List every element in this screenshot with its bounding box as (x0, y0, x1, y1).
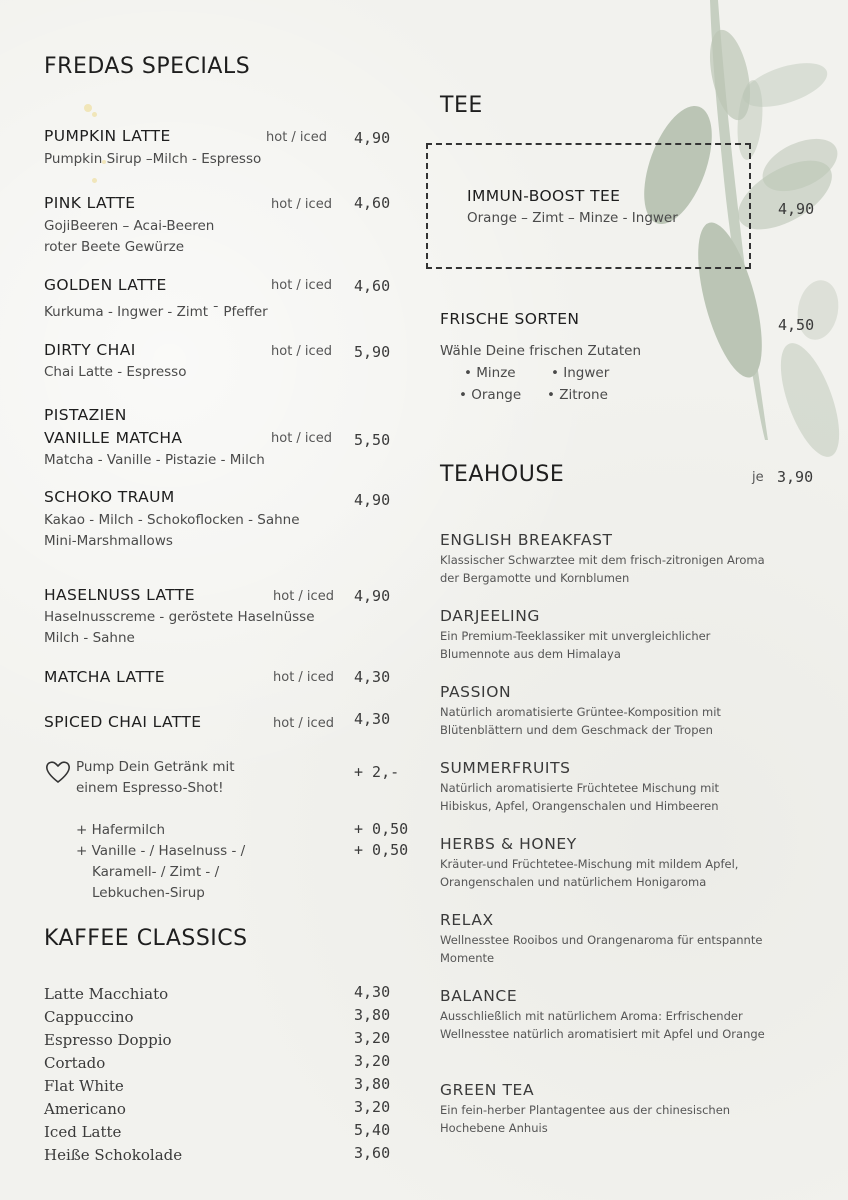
tea-title: SUMMERFRUITS (440, 759, 571, 777)
tea-desc: Klassischer Schwarztee mit dem frisch-zitronigen Aroma der Bergamotte und Kornblumen (440, 553, 765, 585)
classics-heading: KAFFEE CLASSICS (44, 926, 248, 951)
classic-price: 3,20 (354, 1098, 391, 1116)
tea-title: DARJEELING (440, 607, 541, 625)
classic-name: Espresso Doppio (44, 1031, 172, 1049)
special-title: DIRTY CHAI (44, 341, 136, 359)
hot-iced-label: hot / iced (273, 589, 334, 604)
special-desc: Matcha - Vanille - Pistazie - Milch (44, 452, 265, 468)
extra-oat: + Hafermilch (76, 822, 166, 838)
paint-splash (84, 104, 92, 112)
special-desc: roter Beete Gewürze (44, 239, 185, 255)
frisch-option: • Orange (459, 387, 522, 403)
tea-title: GREEN TEA (440, 1081, 535, 1099)
special-title: SPICED CHAI LATTE (44, 713, 202, 731)
classic-price: 3,60 (354, 1144, 391, 1162)
tee-heading: TEE (440, 93, 483, 118)
special-desc: Chai Latte - Espresso (44, 364, 187, 380)
special-price: 4,90 (354, 129, 391, 147)
frisch-desc: Wähle Deine frischen Zutaten (440, 343, 642, 359)
extra-syrup: Lebkuchen-Sirup (92, 885, 205, 901)
tea-desc: Ein Premium-Teeklassiker mit unvergleichlicher Blumennote aus dem Himalaya (440, 629, 711, 661)
immun-price: 4,90 (778, 200, 815, 218)
classic-name: Americano (44, 1100, 126, 1118)
tea-desc: Wellnesstee Rooibos und Orangenaroma für entspannte Momente (440, 933, 763, 965)
paint-splash (92, 112, 97, 117)
extra-syrup: Karamell- / Zimt - / (92, 864, 220, 880)
hot-iced-label: hot / iced (271, 278, 332, 293)
special-price: 4,30 (354, 668, 391, 686)
special-title: HASELNUSS LATTE (44, 586, 195, 604)
hot-iced-label: hot / iced (271, 344, 332, 359)
classic-name: Latte Macchiato (44, 985, 169, 1003)
extra-syrup: + Vanille - / Haselnuss - / (76, 843, 246, 859)
classic-name: Heiße Schokolade (44, 1146, 183, 1164)
tea-desc: Kräuter-und Früchtetee-Mischung mit mildem Apfel, Orangenschalen und natürlichem Honigaroma (440, 857, 739, 889)
immun-desc: Orange – Zimt – Minze - Ingwer (467, 210, 678, 226)
specials-heading: FREDAS SPECIALS (44, 54, 251, 79)
special-title: SCHOKO TRAUM (44, 488, 175, 506)
special-title: VANILLE MATCHA (44, 429, 183, 447)
tea-title: HERBS & HONEY (440, 835, 577, 853)
classic-name: Flat White (44, 1077, 124, 1095)
special-price: 4,30 (354, 710, 391, 728)
frisch-option: • Minze (464, 365, 516, 381)
special-desc: Pumpkin Sirup –Milch - Espresso (44, 151, 262, 167)
tea-desc: Natürlich aromatisierte Früchtetee Mischung mit Hibiskus, Apfel, Orangenschalen und Himbeeren (440, 781, 720, 813)
tea-title: ENGLISH BREAKFAST (440, 531, 613, 549)
special-price: 4,60 (354, 277, 391, 295)
frisch-option: • Ingwer (551, 365, 610, 381)
tea-title: RELAX (440, 911, 494, 929)
frisch-price: 4,50 (778, 316, 815, 334)
tea-desc: Ein fein-herber Plantagentee aus der chinesischen Hochebene Anhuis (440, 1103, 731, 1135)
classic-price: 5,40 (354, 1121, 391, 1139)
classic-name: Iced Latte (44, 1123, 122, 1141)
special-title: PUMPKIN LATTE (44, 127, 171, 145)
tea-title: PASSION (440, 683, 512, 701)
classic-price: 3,80 (354, 1006, 391, 1024)
frisch-title: FRISCHE SORTEN (440, 310, 580, 328)
tea-title: BALANCE (440, 987, 518, 1005)
special-desc: Haselnusscreme - geröstete Haselnüsse (44, 609, 315, 625)
heart-icon (45, 760, 71, 784)
classic-name: Cappuccino (44, 1008, 134, 1026)
immun-boost-box (426, 143, 751, 269)
frisch-option: • Zitrone (547, 387, 608, 403)
classic-price: 3,20 (354, 1052, 391, 1070)
hot-iced-label: hot / iced (271, 197, 332, 212)
hot-iced-label: hot / iced (273, 716, 334, 731)
hot-iced-label: hot / iced (271, 431, 332, 446)
special-desc: Mini-Marshmallows (44, 533, 173, 549)
special-desc: GojiBeeren – Acai-Beeren (44, 218, 215, 234)
classic-price: 3,20 (354, 1029, 391, 1047)
immun-title: IMMUN-BOOST TEE (467, 187, 621, 205)
shot-text: einem Espresso-Shot! (76, 780, 224, 796)
classic-price: 3,80 (354, 1075, 391, 1093)
hot-iced-label: hot / iced (266, 130, 327, 145)
special-desc: Milch - Sahne (44, 630, 135, 646)
special-price: 5,50 (354, 431, 391, 449)
special-title: PINK LATTE (44, 194, 136, 212)
hot-iced-label: hot / iced (273, 670, 334, 685)
paint-splash (92, 178, 97, 183)
shot-text: Pump Dein Getränk mit (76, 759, 235, 775)
shot-price: + 2,- (354, 763, 400, 781)
extra-syrup-price: + 0,50 (354, 841, 409, 859)
teahouse-heading: TEAHOUSE (440, 462, 565, 487)
special-title: GOLDEN LATTE (44, 276, 167, 294)
teahouse-price: 3,90 (777, 468, 814, 486)
teahouse-price-prefix: je (752, 470, 764, 485)
special-title: PISTAZIEN (44, 406, 127, 424)
special-price: 4,90 (354, 491, 391, 509)
tea-desc: Ausschließlich mit natürlichem Aroma: Erfrischender Wellnesstee natürlich aromatisiert mit Apfel und Orange (440, 1009, 765, 1041)
classic-name: Cortado (44, 1054, 106, 1072)
special-price: 4,90 (354, 587, 391, 605)
special-desc: Kakao - Milch - Schokoflocken - Sahne (44, 512, 300, 528)
special-desc: Kurkuma - Ingwer - Zimt ˉ Pfeffer (44, 304, 268, 320)
special-price: 4,60 (354, 194, 391, 212)
special-price: 5,90 (354, 343, 391, 361)
special-title: MATCHA LATTE (44, 668, 165, 686)
extra-oat-price: + 0,50 (354, 820, 409, 838)
tea-desc: Natürlich aromatisierte Grüntee-Komposition mit Blütenblättern und dem Geschmack der Tropen (440, 705, 721, 737)
classic-price: 4,30 (354, 983, 391, 1001)
